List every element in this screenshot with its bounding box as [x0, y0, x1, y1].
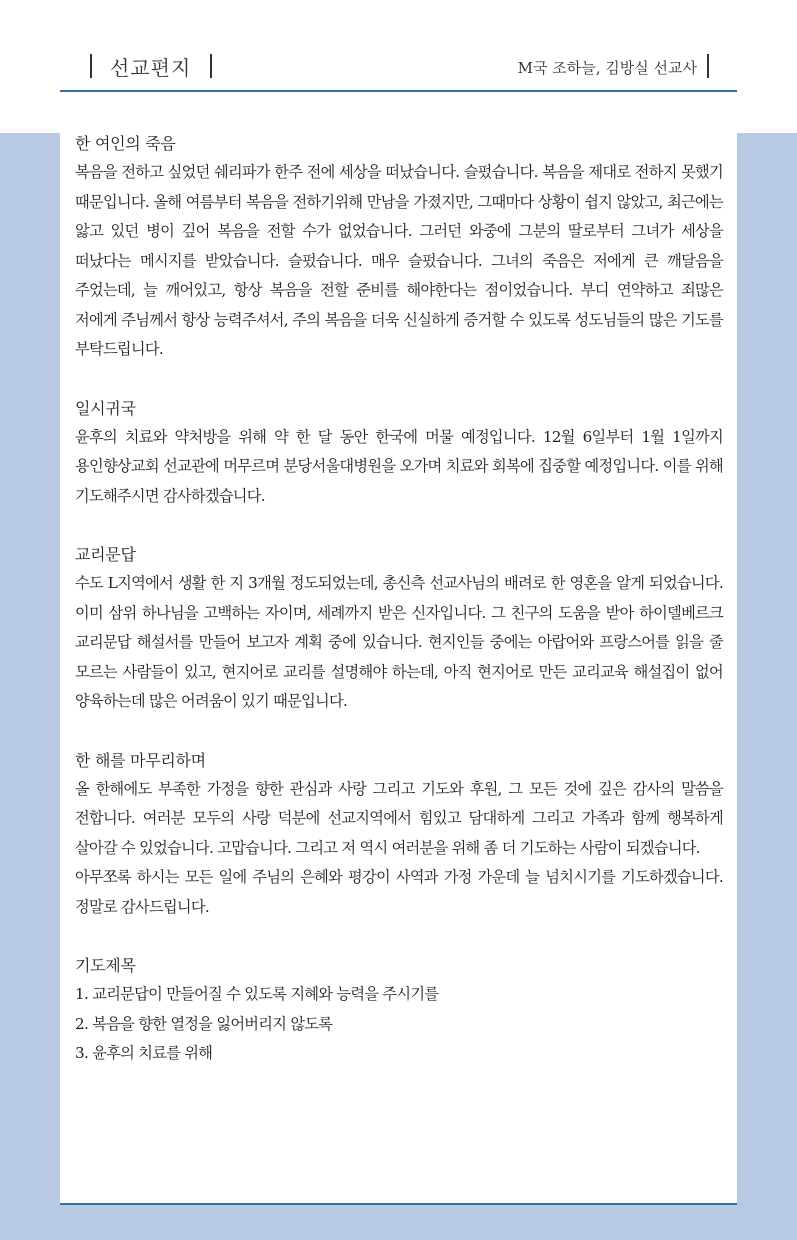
header-right-title: M국 조하늘, 김방실 선교사 — [517, 59, 697, 77]
prayer-item: 2. 복음을 향한 열정을 잃어버리지 않도록 — [75, 1014, 333, 1033]
section-title: 교리문답 — [75, 545, 136, 564]
prayer-item: 3. 윤후의 치료를 위해 — [75, 1044, 213, 1062]
prayer-list — [75, 980, 723, 1069]
section-year-end — [75, 747, 723, 923]
section-title: 한 해를 마무리하며 — [75, 750, 206, 770]
section-catechism — [75, 541, 723, 717]
section-title: 일시귀국 — [75, 398, 136, 418]
header-left-bar-1 — [90, 54, 92, 78]
section-death — [75, 130, 723, 365]
header-left-bar-2 — [210, 54, 212, 78]
section-paragraph: 복음을 전하고 싶었던 쉐리파가 한주 전에 세상을 떠났습니다. 슬펐습니다. 복음을 제대로 전하지 못했기 때문입니다. 올해 여름부터 복음을 전하기위해 만남을 가졌지만, 그때마다 상황이 쉽지 않았고, 최근에는 앓고 있던 병이 깊어 복음을 전할 수가 없었습니다. 그러던 와중에 그분의 딸로부터 그녀가 세상을 떠났다는 메시지를 받았습니다. 슬펐습니다. 매우 슬펐습니다. 그녀의 죽음은 저에게 큰 깨달음을 주었는데, 늘 깨어있고, 항상 복음을 전할 준비를 해야한다는 점이었습니다. 부디 연약하고 죄많은 저에게 주님께서 항상 능력주셔서, 주의 복음을 더욱 신실하게 증거할 수 있도록 성도님들의 많은 기도를 부탁드립니다. — [75, 163, 723, 358]
section-paragraph: 아무쪼록 하시는 모든 일에 주님의 은혜와 평강이 사역과 가정 가운데 늘 넘치시기를 기도하겠습니다. 정말로 감사드립니다. — [75, 868, 723, 916]
header-left-title: 선교편지 — [110, 56, 192, 80]
page-header — [60, 0, 737, 92]
section-paragraph: 윤후의 치료와 약처방을 위해 약 한 달 동안 한국에 머물 예정입니다. 12월 6일부터 1월 1일까지 용인향상교회 선교관에 머무르며 분당서울대병원을 오가며 치료와 회복에 집중할 예정입니다. 이를 위해 기도해주시면 감사하겠습니다. — [75, 427, 723, 505]
section-title: 기도제목 — [75, 956, 136, 975]
section-title: 한 여인의 죽음 — [75, 134, 176, 153]
section-return — [75, 395, 723, 512]
prayer-item: 1. 교리문답이 만들어질 수 있도록 지혜와 능력을 주시기를 — [75, 985, 439, 1003]
header-right-bar — [707, 54, 709, 78]
footer-divider — [60, 1203, 737, 1205]
section-paragraph: 수도 L지역에서 생활 한 지 3개월 정도되었는데, 총신측 선교사님의 배려로 한 영혼을 알게 되었습니다. 이미 삼위 하나님을 고백하는 자이며, 세례까지 받은 신자입니다. 그 친구의 도움을 받아 하이델베르크 교리문답 해설서를 만들어 보고자 계획 중에 있습니다. 현지인들 중에는 아랍어와 프랑스어를 읽을 줄 모르는 사람들이 있고, 현지어로 교리를 설명해야 하는데, 아직 현지어로 만든 교리교육 해설집이 없어 양육하는데 많은 어려움이 있기 때문입니다. — [75, 574, 723, 710]
section-prayer — [75, 952, 723, 1069]
letter-content — [75, 130, 723, 1099]
section-paragraph: 올 한해에도 부족한 가정을 향한 관심과 사랑 그리고 기도와 후원, 그 모든 것에 깊은 감사의 말씀을 전합니다. 여러분 모두의 사랑 덕분에 선교지역에서 힘있고 담대하게 그리고 가족과 함께 행복하게 살아갈 수 있었습니다. 고맙습니다. 그리고 저 역시 여러분을 위해 좀 더 기도하는 사람이 되겠습니다. — [75, 779, 723, 857]
